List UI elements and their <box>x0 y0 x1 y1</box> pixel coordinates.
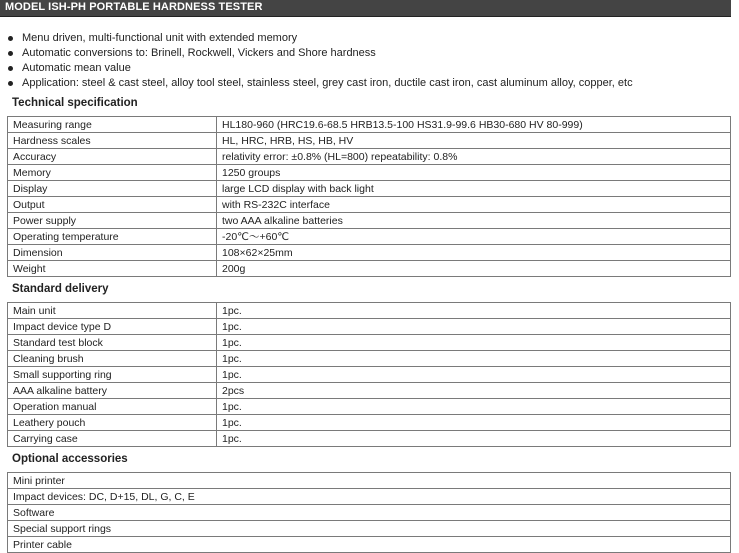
item-qty: 1pc. <box>217 431 731 447</box>
accessory-name: Printer cable <box>8 537 731 553</box>
feature-text: Automatic conversions to: Brinell, Rockwell, Vickers and Shore hardness <box>22 47 376 59</box>
item-qty: 1pc. <box>217 335 731 351</box>
table-row <box>8 181 731 197</box>
spec-value: HL, HRC, HRB, HS, HB, HV <box>217 133 731 149</box>
spec-label: Dimension <box>8 245 217 261</box>
table-row <box>8 245 731 261</box>
table-row <box>8 229 731 245</box>
item-name: Impact device type D <box>8 319 217 335</box>
item-qty: 1pc. <box>217 367 731 383</box>
spec-label: Measuring range <box>8 117 217 133</box>
technical-spec-heading: Technical specification <box>12 97 138 109</box>
bullet-icon <box>8 51 13 56</box>
item-name: Operation manual <box>8 399 217 415</box>
title-bar <box>0 0 731 17</box>
spec-label: Accuracy <box>8 149 217 165</box>
accessory-name: Software <box>8 505 731 521</box>
feature-item <box>8 76 633 91</box>
accessory-name: Mini printer <box>8 473 731 489</box>
spec-label: Memory <box>8 165 217 181</box>
table-row <box>8 473 731 489</box>
item-name: Main unit <box>8 303 217 319</box>
optional-accessories-heading: Optional accessories <box>12 453 128 465</box>
spec-label: Weight <box>8 261 217 277</box>
spec-label: Power supply <box>8 213 217 229</box>
feature-item <box>8 46 633 61</box>
table-row <box>8 521 731 537</box>
item-qty: 2pcs <box>217 383 731 399</box>
spec-label: Hardness scales <box>8 133 217 149</box>
item-qty: 1pc. <box>217 399 731 415</box>
table-row <box>8 117 731 133</box>
item-name: Leathery pouch <box>8 415 217 431</box>
table-row <box>8 489 731 505</box>
item-name: Carrying case <box>8 431 217 447</box>
item-name: AAA alkaline battery <box>8 383 217 399</box>
item-qty: 1pc. <box>217 319 731 335</box>
standard-delivery-heading: Standard delivery <box>12 283 109 295</box>
table-row <box>8 213 731 229</box>
accessory-name: Impact devices: DC, D+15, DL, G, C, E <box>8 489 731 505</box>
feature-text: Automatic mean value <box>22 62 131 74</box>
spec-label: Operating temperature <box>8 229 217 245</box>
table-row <box>8 149 731 165</box>
table-row <box>8 399 731 415</box>
item-name: Cleaning brush <box>8 351 217 367</box>
item-qty: 1pc. <box>217 351 731 367</box>
table-row <box>8 431 731 447</box>
optional-accessories-table <box>7 472 731 553</box>
table-row <box>8 133 731 149</box>
item-qty: 1pc. <box>217 303 731 319</box>
spec-value: -20℃～+60℃ <box>217 229 731 245</box>
technical-spec-table <box>7 116 731 277</box>
spec-label: Display <box>8 181 217 197</box>
spec-value: relativity error: ±0.8% (HL=800) repeatability: 0.8% <box>217 149 731 165</box>
item-qty: 1pc. <box>217 415 731 431</box>
standard-delivery-table <box>7 302 731 447</box>
bullet-icon <box>8 36 13 41</box>
spec-value: large LCD display with back light <box>217 181 731 197</box>
feature-item <box>8 61 633 76</box>
spec-label: Output <box>8 197 217 213</box>
table-row <box>8 415 731 431</box>
feature-item <box>8 31 633 46</box>
item-name: Small supporting ring <box>8 367 217 383</box>
spec-value: 108×62×25mm <box>217 245 731 261</box>
spec-value: HL180-960 (HRC19.6-68.5 HRB13.5-100 HS31.9-99.6 HB30-680 HV 80-999) <box>217 117 731 133</box>
table-row <box>8 367 731 383</box>
table-row <box>8 197 731 213</box>
table-row <box>8 303 731 319</box>
item-name: Standard test block <box>8 335 217 351</box>
table-row <box>8 351 731 367</box>
spec-value: 1250 groups <box>217 165 731 181</box>
table-row <box>8 335 731 351</box>
table-row <box>8 383 731 399</box>
spec-value: 200g <box>217 261 731 277</box>
table-row <box>8 261 731 277</box>
page-title: MODEL ISH-PH PORTABLE HARDNESS TESTER <box>5 1 263 13</box>
table-row <box>8 319 731 335</box>
bullet-icon <box>8 66 13 71</box>
accessory-name: Special support rings <box>8 521 731 537</box>
feature-list <box>8 31 633 91</box>
spec-value: two AAA alkaline batteries <box>217 213 731 229</box>
feature-text: Application: steel & cast steel, alloy tool steel, stainless steel, grey cast iron, ductile cast iron, cast aluminum alloy, copper, etc <box>22 77 633 89</box>
table-row <box>8 505 731 521</box>
bullet-icon <box>8 81 13 86</box>
feature-text: Menu driven, multi-functional unit with extended memory <box>22 32 298 44</box>
table-row <box>8 165 731 181</box>
spec-value: with RS-232C interface <box>217 197 731 213</box>
table-row <box>8 537 731 553</box>
